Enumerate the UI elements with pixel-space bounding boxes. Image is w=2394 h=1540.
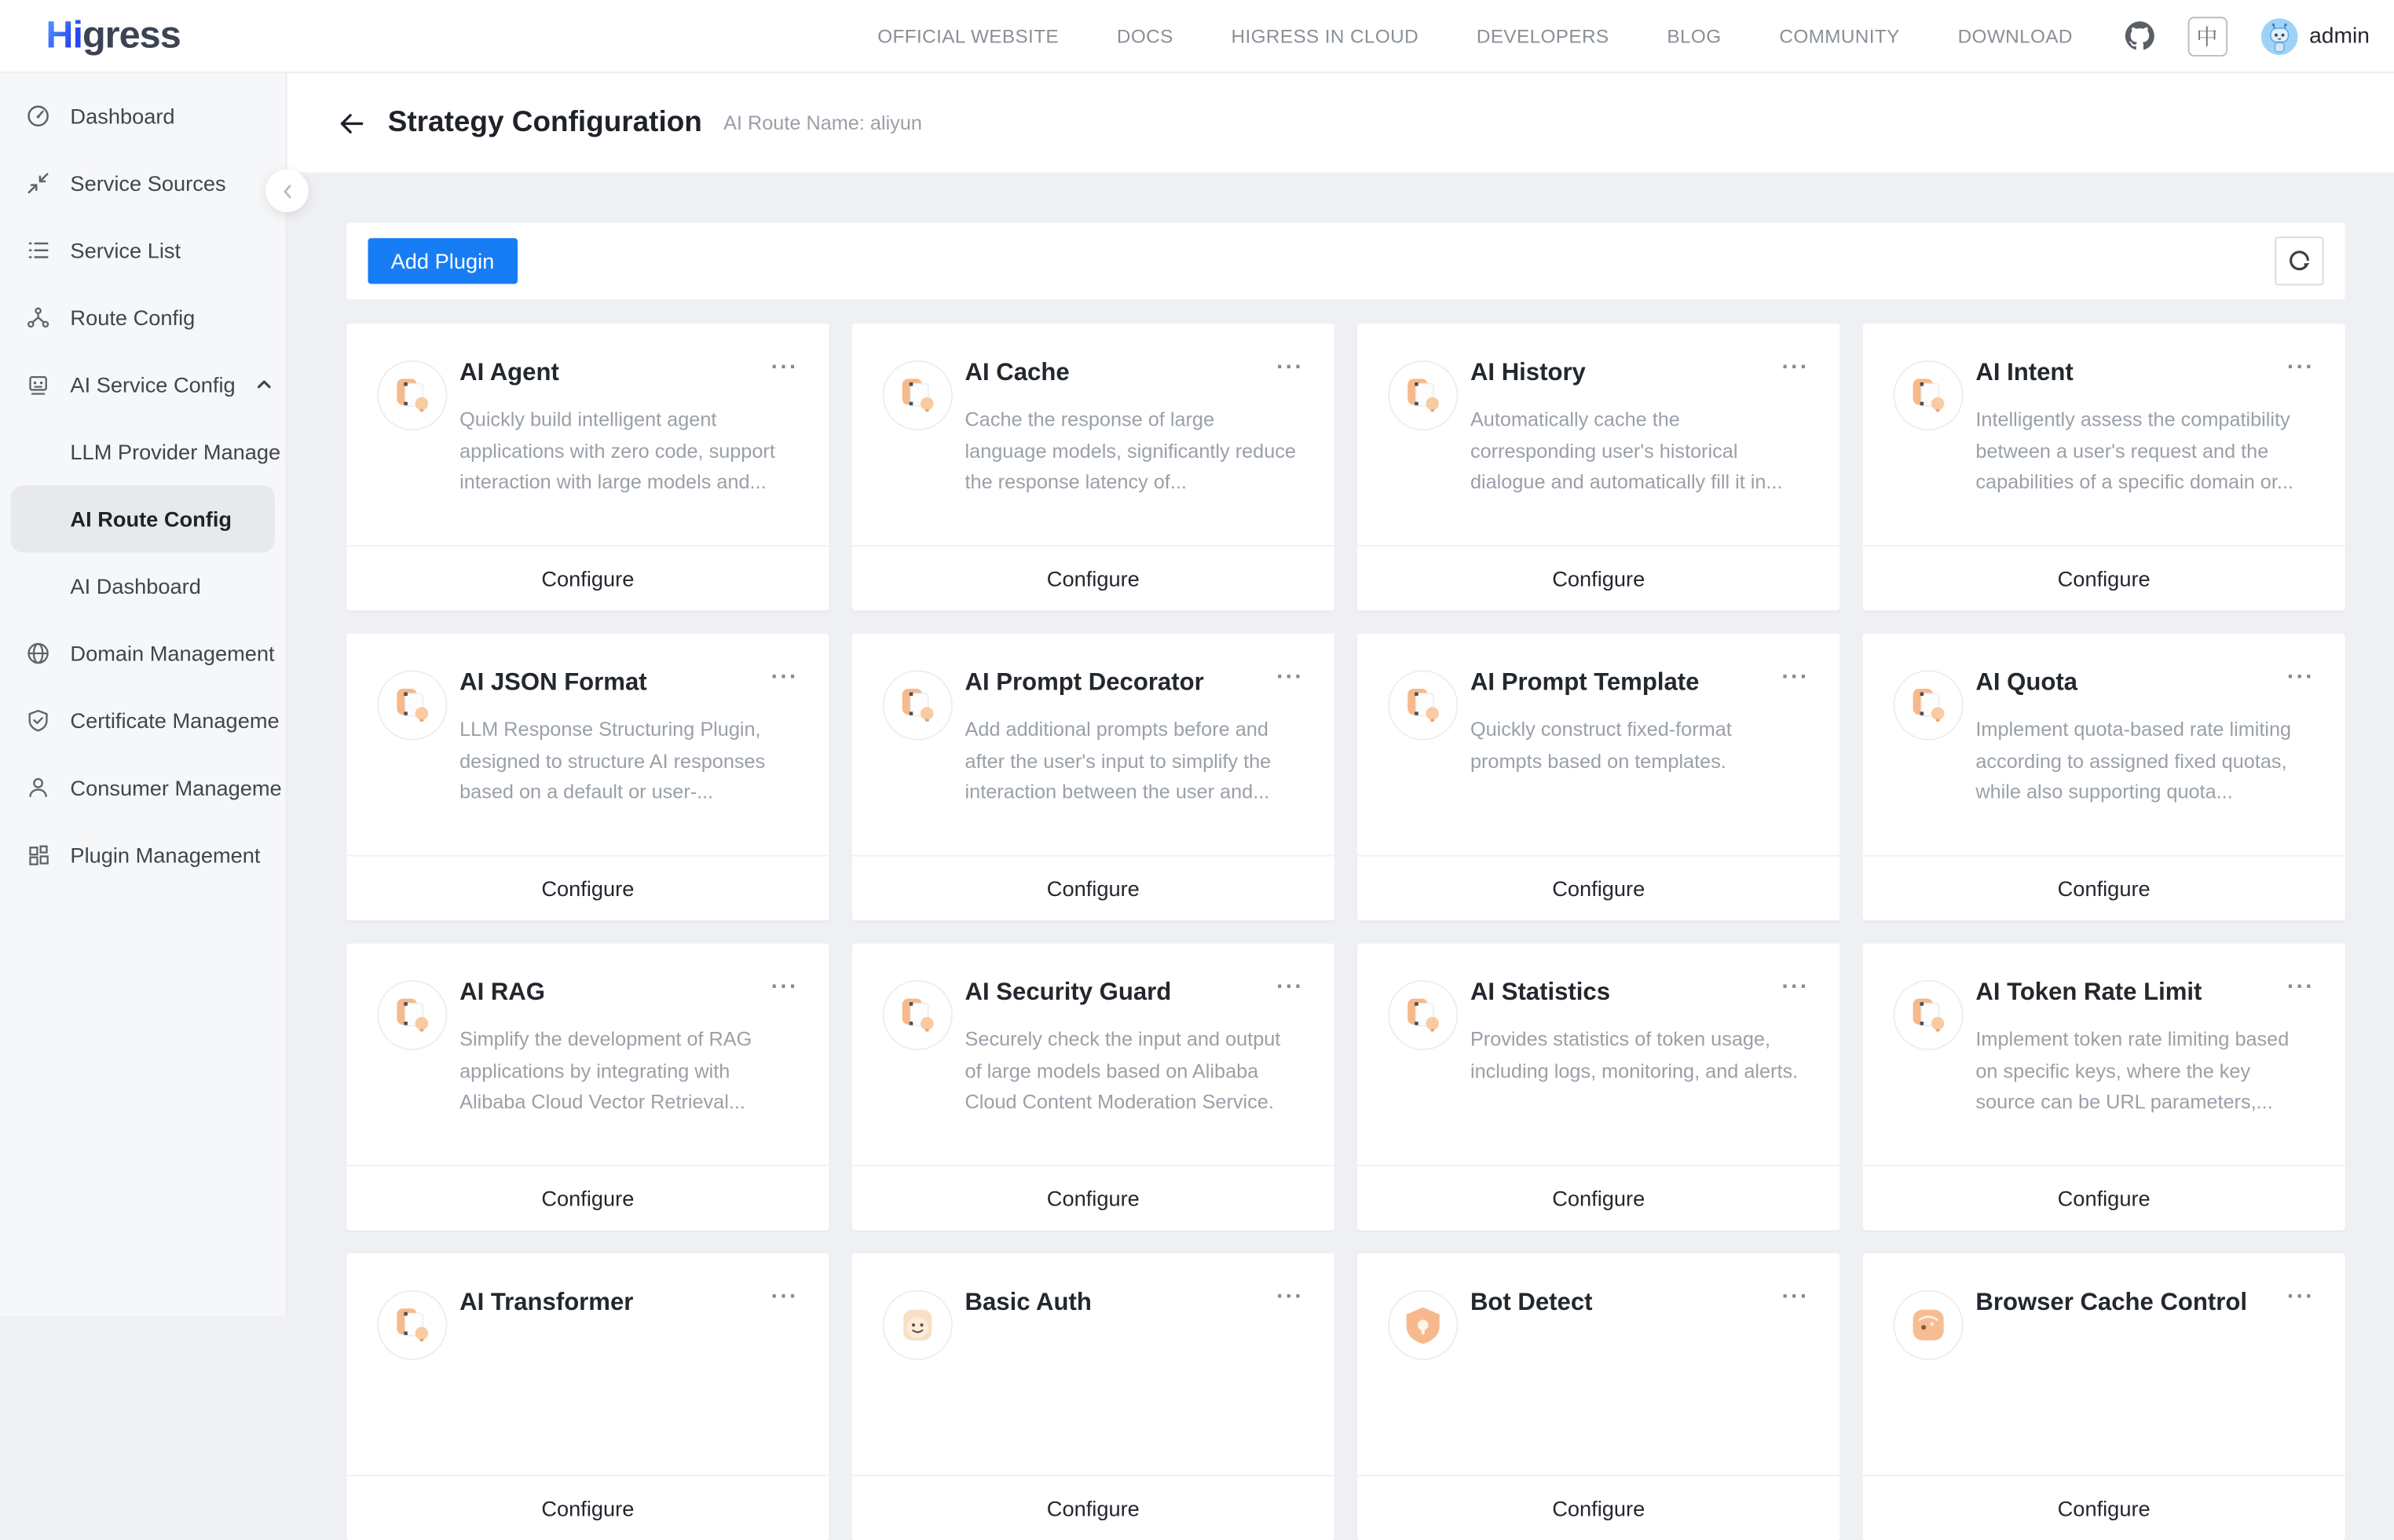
plugin-avatar [883, 670, 953, 740]
nav-right [2125, 16, 2370, 56]
more-menu-button[interactable]: ··· [771, 974, 799, 1000]
nav-link-blog[interactable]: BLOG [1667, 25, 1722, 47]
plugin-description: Add additional prompts before and after the user's input to simplify the interaction between the user and... [965, 717, 1272, 803]
plugin-description: Quickly build intelligent agent applications with zero code, support interaction with large models and... [459, 408, 775, 493]
configure-button[interactable]: Configure [1863, 1165, 2345, 1231]
plugin-ai-prompt-decorator [852, 634, 1334, 920]
plugin-ai-agent [346, 324, 829, 610]
plugin-ai-quota [1863, 634, 2345, 920]
plugin-bot-detect [1357, 1253, 1839, 1540]
sidebar-plugin-management[interactable]: Plugin Management [0, 821, 286, 889]
plugin-toolbar [346, 223, 2345, 299]
configure-button[interactable]: Configure [1357, 1165, 1839, 1231]
user-menu[interactable] [2260, 17, 2370, 54]
plugin-avatar [1388, 360, 1458, 430]
sidebar-collapse-button[interactable] [265, 170, 308, 212]
gauge-icon [26, 104, 50, 128]
plugin-title: AI Security Guard [965, 979, 1172, 1007]
plugin-description: Automatically cache the corresponding user's historical dialogue and automatically fill it in... [1470, 408, 1783, 493]
page-header [287, 73, 2394, 172]
configure-button[interactable]: Configure [852, 855, 1334, 921]
sidebar-dashboard[interactable]: Dashboard [0, 82, 286, 150]
configure-button[interactable]: Configure [1863, 855, 2345, 921]
cache-icon [1902, 1299, 1954, 1351]
plugin-description: Simplify the development of RAG applications by integrating with Alibaba Cloud Vector Retrieval... [459, 1027, 752, 1114]
configure-button[interactable]: Configure [852, 1165, 1334, 1231]
sidebar-route-config[interactable]: Route Config [0, 284, 286, 352]
plugin-description: Cache the response of large language models, significantly reduce the response latency of... [965, 408, 1296, 493]
nav-link-docs[interactable]: DOCS [1116, 25, 1173, 47]
nav-link-download[interactable]: DOWNLOAD [1957, 25, 2073, 47]
logo-hi: Hi [46, 13, 82, 57]
configure-button[interactable]: Configure [1357, 545, 1839, 611]
more-menu-button[interactable]: ··· [1276, 353, 1305, 381]
plugin-icon [386, 679, 438, 731]
user-icon [26, 775, 50, 799]
plugin-icon [891, 989, 943, 1041]
plugin-title: AI Quota [1975, 670, 2077, 697]
configure-button[interactable]: Configure [346, 1475, 829, 1540]
list-icon [26, 238, 50, 262]
nav-links [877, 25, 2073, 46]
plugin-title: AI Intent [1975, 360, 2074, 386]
more-menu-button[interactable]: ··· [1781, 1283, 1810, 1310]
sidebar-domain-management[interactable]: Domain Management [0, 620, 286, 687]
plugin-description: Implement quota-based rate limiting according to assigned fixed quotas, while also supporting quota... [1975, 717, 2292, 803]
chevron-up-icon [255, 375, 273, 393]
plugin-icon [1902, 679, 1954, 731]
plugin-avatar [377, 980, 447, 1050]
plugin-avatar [377, 670, 447, 740]
content-area [287, 173, 2394, 1540]
plugin-description: Securely check the input and output of large models based on Alibaba Cloud Content Moderation Service. [965, 1027, 1281, 1114]
plugin-title: AI Transformer [459, 1289, 634, 1316]
plugin-title: AI Prompt Template [1470, 670, 1700, 697]
plugin-ai-rag [346, 943, 829, 1230]
main-area [287, 73, 2394, 1521]
refresh-icon [2287, 249, 2312, 273]
plugin-title: AI History [1470, 360, 1586, 386]
plugin-avatar [883, 1290, 953, 1360]
plugin-title: AI Statistics [1470, 979, 1611, 1007]
plugin-title: AI JSON Format [459, 670, 647, 697]
plugin-avatar [1893, 1290, 1963, 1360]
compress-arrows-icon [26, 171, 50, 196]
plugin-title: Bot Detect [1470, 1289, 1593, 1316]
plugin-title: AI RAG [459, 979, 545, 1007]
plugin-basic-auth [852, 1253, 1334, 1540]
plugin-title: AI Prompt Decorator [965, 670, 1204, 697]
plugin-ai-json-format [346, 634, 829, 920]
route-icon [26, 305, 50, 330]
more-menu-button[interactable]: ··· [2286, 664, 2315, 690]
configure-button[interactable]: Configure [346, 1165, 829, 1231]
add-plugin-button[interactable]: Add Plugin [368, 238, 517, 283]
plugin-avatar [1388, 980, 1458, 1050]
plugin-description: Provides statistics of token usage, including logs, monitoring, and alerts. [1470, 1027, 1799, 1082]
nav-link-developers[interactable]: DEVELOPERS [1476, 25, 1609, 47]
nav-link-higress-in-cloud[interactable]: HIGRESS IN CLOUD [1231, 25, 1419, 47]
plugin-description: Intelligently assess the compatibility between a user's request and the capabilities of a specific domain or... [1975, 408, 2293, 493]
configure-button[interactable]: Configure [852, 1475, 1334, 1540]
plugin-title: Basic Auth [965, 1289, 1092, 1316]
route-name-subtitle: AI Route Name: aliyun [723, 111, 922, 135]
more-menu-button[interactable]: ··· [1276, 664, 1305, 690]
plugin-ai-history [1357, 324, 1839, 610]
chevron-left-icon [279, 182, 295, 199]
plugin-ai-cache [852, 324, 1334, 610]
plugin-description: Implement token rate limiting based on specific keys, where the key source can be URL parameters,... [1975, 1027, 2290, 1114]
plugin-ai-prompt-template [1357, 634, 1839, 920]
plugin-avatar [1893, 670, 1963, 740]
plugin-avatar [883, 360, 953, 430]
grid-icon [26, 843, 50, 867]
robot-icon [26, 372, 50, 397]
avatar [2260, 17, 2297, 54]
arrow-left-icon [336, 108, 367, 138]
configure-button[interactable]: Configure [346, 855, 829, 921]
higress-logo[interactable] [46, 13, 180, 57]
plugin-avatar [377, 360, 447, 430]
bot-icon [1397, 1299, 1449, 1351]
plugin-icon [386, 1299, 438, 1351]
github-icon[interactable] [2125, 21, 2154, 50]
plugin-icon [1902, 989, 1954, 1041]
plugin-icon [1397, 989, 1449, 1041]
globe-icon [26, 641, 50, 665]
configure-button[interactable]: Configure [346, 545, 829, 611]
plugin-title: Browser Cache Control [1975, 1289, 2248, 1316]
plugin-description: LLM Response Structuring Plugin, designed to structure AI responses based on a default or user-... [459, 717, 766, 803]
configure-button[interactable]: Configure [1357, 855, 1839, 921]
plugin-avatar [1388, 1290, 1458, 1360]
configure-button[interactable]: Configure [852, 545, 1334, 611]
more-menu-button[interactable]: ··· [771, 664, 799, 690]
back-button[interactable] [333, 104, 370, 141]
configure-button[interactable]: Configure [1357, 1475, 1839, 1540]
language-toggle-button[interactable]: 中 [2187, 16, 2227, 56]
more-menu-button[interactable]: ··· [771, 353, 799, 381]
more-menu-button[interactable]: ··· [1276, 974, 1305, 1000]
plugin-description: Quickly construct fixed-format prompts based on templates. [1470, 717, 1732, 772]
plugin-ai-transformer [346, 1253, 829, 1540]
plugin-icon [1397, 369, 1449, 421]
configure-button[interactable]: Configure [1863, 1475, 2345, 1540]
plugin-ai-statistics [1357, 943, 1839, 1230]
sidebar-consumer-manageme[interactable]: Consumer Manageme [0, 754, 286, 821]
plugin-ai-security-guard [852, 943, 1334, 1230]
face-icon [891, 1299, 943, 1351]
plugin-title: AI Token Rate Limit [1975, 979, 2202, 1007]
plugin-avatar [377, 1290, 447, 1360]
plugin-icon [1397, 679, 1449, 731]
plugin-grid [346, 324, 2345, 1540]
more-menu-button[interactable]: ··· [2286, 974, 2315, 1000]
sidebar-certificate-manageme[interactable]: Certificate Manageme [0, 687, 286, 755]
logo-rest: gress [82, 13, 181, 57]
plugin-browser-cache-control [1863, 1253, 2345, 1540]
plugin-icon [891, 369, 943, 421]
sidebar-ai-service-config[interactable]: AI Service Config [0, 351, 286, 419]
sidebar-nav [0, 73, 287, 1315]
nav-link-community[interactable]: COMMUNITY [1779, 25, 1900, 47]
configure-button[interactable]: Configure [1863, 545, 2345, 611]
plugin-icon [386, 989, 438, 1041]
plugin-icon [386, 369, 438, 421]
more-menu-button[interactable]: ··· [1781, 664, 1810, 690]
sidebar-llm-provider-manage[interactable]: LLM Provider Manage [70, 439, 281, 464]
nav-link-official-website[interactable]: OFFICIAL WEBSITE [877, 25, 1060, 47]
plugin-title: AI Cache [965, 360, 1070, 386]
more-menu-button[interactable]: ··· [2286, 1283, 2315, 1310]
plugin-title: AI Agent [459, 360, 559, 386]
page-title: Strategy Configuration [387, 106, 702, 138]
plugin-ai-token-rate-limit [1863, 943, 2345, 1230]
more-menu-button[interactable]: ··· [1781, 974, 1810, 1000]
plugin-avatar [883, 980, 953, 1050]
sidebar-service-sources[interactable]: Service Sources [0, 150, 286, 218]
shield-check-icon [26, 708, 50, 733]
sidebar-service-list[interactable]: Service List [0, 217, 286, 284]
plugin-ai-intent [1863, 324, 2345, 610]
plugin-icon [1902, 369, 1954, 421]
refresh-button[interactable] [2275, 236, 2323, 285]
sidebar-ai-dashboard[interactable]: AI Dashboard [70, 573, 201, 599]
app-shell [0, 73, 2394, 1521]
plugin-icon [891, 679, 943, 731]
plugin-avatar [1388, 670, 1458, 740]
more-menu-button[interactable]: ··· [771, 1283, 799, 1310]
more-menu-button[interactable]: ··· [1781, 353, 1810, 381]
sidebar-ai-route-config[interactable]: AI Route Config [11, 485, 275, 553]
user-name: admin [2309, 24, 2370, 49]
plugin-avatar [1893, 980, 1963, 1050]
more-menu-button[interactable]: ··· [2286, 353, 2315, 381]
plugin-avatar [1893, 360, 1963, 430]
top-navbar [0, 0, 2394, 73]
more-menu-button[interactable]: ··· [1276, 1283, 1305, 1310]
